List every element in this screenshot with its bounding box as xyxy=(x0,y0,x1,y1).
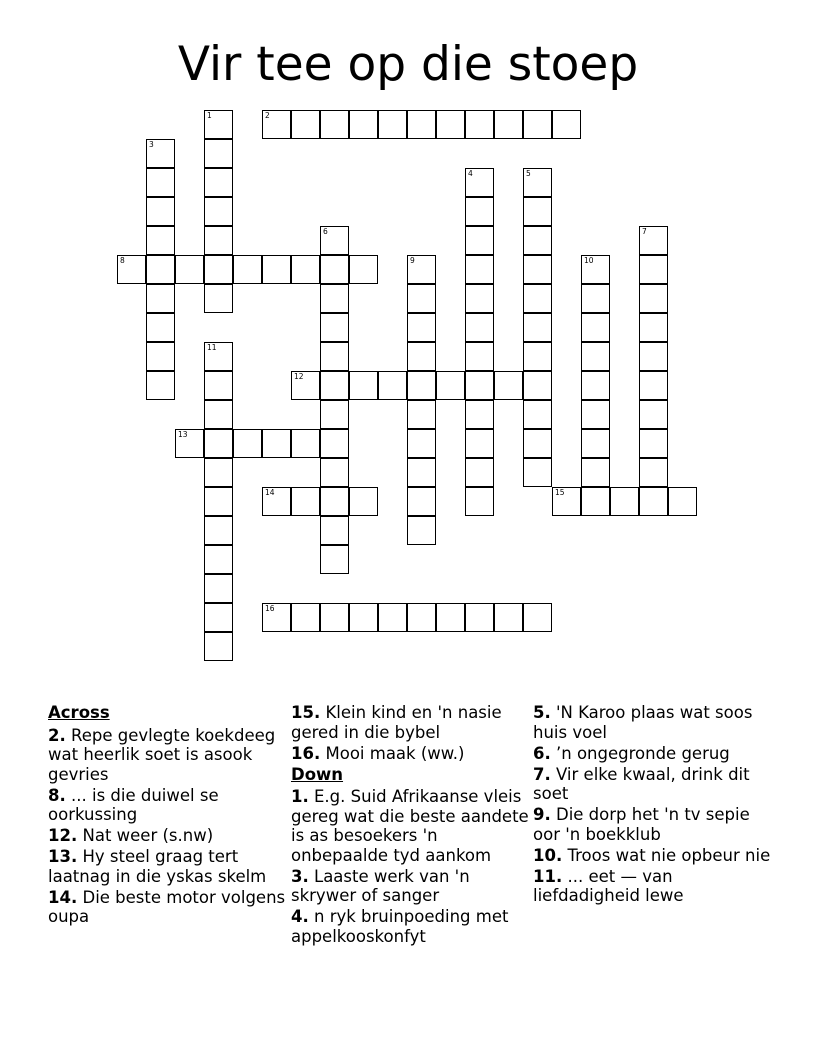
clue-number-label: 6 xyxy=(323,227,328,236)
grid-cell[interactable] xyxy=(262,255,291,284)
grid-cell[interactable] xyxy=(291,255,320,284)
clue-number-label: 7 xyxy=(642,227,647,236)
grid-cell[interactable] xyxy=(320,313,349,342)
grid-cell[interactable] xyxy=(146,313,175,342)
grid-cell[interactable] xyxy=(320,603,349,632)
grid-cell[interactable] xyxy=(291,487,320,516)
grid-cell[interactable] xyxy=(204,603,233,632)
grid-cell[interactable] xyxy=(262,603,291,632)
grid-cell[interactable] xyxy=(465,226,494,255)
grid-cell[interactable] xyxy=(204,342,233,371)
grid-cell[interactable] xyxy=(639,255,668,284)
grid-cell[interactable] xyxy=(146,226,175,255)
down-heading: Down xyxy=(291,764,344,784)
grid-cell[interactable] xyxy=(581,313,610,342)
grid-cell[interactable] xyxy=(610,487,639,516)
clue-down-5: 5. 'N Karoo plaas wat soos huis voel xyxy=(533,703,753,742)
grid-cell[interactable] xyxy=(639,429,668,458)
grid-cell[interactable] xyxy=(320,110,349,139)
grid-cell[interactable] xyxy=(407,429,436,458)
grid-cell[interactable] xyxy=(349,487,378,516)
clue-number-label: 14 xyxy=(265,488,275,497)
grid-cell[interactable] xyxy=(465,255,494,284)
clue-down-3: 3. Laaste werk van 'n skrywer of sanger xyxy=(291,866,470,905)
grid-cell[interactable] xyxy=(407,516,436,545)
clue-across-14: 14. Die beste motor volgens oupa xyxy=(48,887,286,926)
grid-cell[interactable] xyxy=(581,458,610,487)
clue-down-4: 4. n ryk bruinpoeding met appelkooskonfyt xyxy=(291,907,509,946)
across-heading: Across xyxy=(48,703,110,722)
grid-cell[interactable] xyxy=(407,603,436,632)
clue-number-label: 12 xyxy=(294,372,304,381)
grid-cell[interactable] xyxy=(523,342,552,371)
grid-cell[interactable] xyxy=(320,487,349,516)
grid-cell[interactable] xyxy=(494,110,523,139)
clue-across-13: 13. Hy steel graag tert laatnag in die yskas skelm xyxy=(48,847,267,886)
grid-cell[interactable] xyxy=(262,429,291,458)
grid-cell[interactable] xyxy=(465,400,494,429)
clue-across-8: 8. ... is die duiwel se oorkussing xyxy=(48,785,219,824)
grid-cell[interactable] xyxy=(523,400,552,429)
grid-cell[interactable] xyxy=(465,429,494,458)
clue-number-label: 9 xyxy=(410,256,415,265)
grid-cell[interactable] xyxy=(436,603,465,632)
grid-cell[interactable] xyxy=(581,371,610,400)
grid-cell[interactable] xyxy=(204,139,233,168)
grid-cell[interactable] xyxy=(436,110,465,139)
grid-cell[interactable] xyxy=(465,603,494,632)
grid-cell[interactable] xyxy=(320,284,349,313)
grid-cell[interactable] xyxy=(204,284,233,313)
grid-cell[interactable] xyxy=(639,400,668,429)
grid-cell[interactable] xyxy=(146,284,175,313)
grid-cell[interactable] xyxy=(581,284,610,313)
grid-cell[interactable] xyxy=(146,197,175,226)
grid-cell[interactable] xyxy=(465,487,494,516)
grid-cell[interactable] xyxy=(349,603,378,632)
grid-cell[interactable] xyxy=(494,371,523,400)
grid-cell[interactable] xyxy=(320,400,349,429)
clue-number-label: 13 xyxy=(178,430,188,439)
grid-cell[interactable] xyxy=(436,371,465,400)
grid-cell[interactable] xyxy=(668,487,697,516)
grid-cell[interactable] xyxy=(523,371,552,400)
grid-cell[interactable] xyxy=(407,458,436,487)
grid-cell[interactable] xyxy=(204,487,233,516)
grid-cell[interactable] xyxy=(117,255,146,284)
grid-cell[interactable] xyxy=(320,545,349,574)
clue-number-label: 15 xyxy=(555,488,565,497)
grid-cell[interactable] xyxy=(465,197,494,226)
grid-cell[interactable] xyxy=(204,574,233,603)
grid-cell[interactable] xyxy=(204,110,233,139)
grid-cell[interactable] xyxy=(233,429,262,458)
grid-cell[interactable] xyxy=(349,371,378,400)
clue-number-label: 16 xyxy=(265,604,275,613)
grid-cell[interactable] xyxy=(639,342,668,371)
grid-cell[interactable] xyxy=(146,168,175,197)
grid-cell[interactable] xyxy=(465,110,494,139)
grid-cell[interactable] xyxy=(523,429,552,458)
grid-cell[interactable] xyxy=(204,632,233,661)
grid-cell[interactable] xyxy=(581,487,610,516)
clue-down-1: 1. E.g. Suid Afrikaanse vleis gereg wat die beste aandete is as besoekers 'n onbepaalde tyd aankom xyxy=(291,787,529,865)
grid-cell[interactable] xyxy=(320,458,349,487)
grid-cell[interactable] xyxy=(146,139,175,168)
grid-cell[interactable] xyxy=(291,371,320,400)
clue-number-label: 4 xyxy=(468,169,473,178)
grid-cell[interactable] xyxy=(320,516,349,545)
clue-down-7: 7. Vir elke kwaal, drink dit soet xyxy=(533,764,750,803)
clue-number-label: 8 xyxy=(120,256,125,265)
grid-cell[interactable] xyxy=(204,226,233,255)
grid-cell[interactable] xyxy=(523,284,552,313)
grid-cell[interactable] xyxy=(465,342,494,371)
grid-cell[interactable] xyxy=(581,429,610,458)
grid-cell[interactable] xyxy=(320,255,349,284)
clue-down-6: 6. ’n ongegronde gerug xyxy=(533,743,730,763)
grid-cell[interactable] xyxy=(320,226,349,255)
grid-cell[interactable] xyxy=(204,458,233,487)
grid-cell[interactable] xyxy=(465,284,494,313)
clue-number-label: 11 xyxy=(207,343,217,352)
grid-cell[interactable] xyxy=(523,255,552,284)
grid-cell[interactable] xyxy=(581,400,610,429)
grid-cell[interactable] xyxy=(523,110,552,139)
clue-across-12: 12. Nat weer (s.nw) xyxy=(48,826,214,845)
grid-cell[interactable] xyxy=(349,110,378,139)
grid-cell[interactable] xyxy=(146,255,175,284)
grid-cell[interactable] xyxy=(639,226,668,255)
grid-cell[interactable] xyxy=(146,371,175,400)
grid-cell[interactable] xyxy=(581,255,610,284)
grid-cell[interactable] xyxy=(494,603,523,632)
grid-cell[interactable] xyxy=(233,255,262,284)
grid-cell[interactable] xyxy=(320,371,349,400)
clue-across-2: 2. Repe gevlegte koekdeeg wat heerlik soet is asook gevries xyxy=(48,725,276,784)
clue-number-label: 1 xyxy=(207,111,212,120)
clue-down-10: 10. Troos wat nie opbeur nie xyxy=(533,845,771,865)
grid-cell[interactable] xyxy=(581,342,610,371)
grid-cell[interactable] xyxy=(204,168,233,197)
grid-cell[interactable] xyxy=(523,197,552,226)
grid-cell[interactable] xyxy=(523,313,552,342)
grid-cell[interactable] xyxy=(204,545,233,574)
grid-cell[interactable] xyxy=(291,429,320,458)
grid-cell[interactable] xyxy=(407,313,436,342)
grid-cell[interactable] xyxy=(262,110,291,139)
grid-cell[interactable] xyxy=(639,313,668,342)
grid-cell[interactable] xyxy=(204,516,233,545)
grid-cell[interactable] xyxy=(204,197,233,226)
clues-column-1 xyxy=(48,703,288,928)
grid-cell[interactable] xyxy=(320,429,349,458)
grid-cell[interactable] xyxy=(204,400,233,429)
grid-cell[interactable] xyxy=(465,168,494,197)
grid-cell[interactable] xyxy=(378,110,407,139)
grid-cell[interactable] xyxy=(291,603,320,632)
grid-cell[interactable] xyxy=(523,603,552,632)
grid-cell[interactable] xyxy=(465,371,494,400)
grid-cell[interactable] xyxy=(407,371,436,400)
clue-number-label: 3 xyxy=(149,140,154,149)
clue-number-label: 2 xyxy=(265,111,270,120)
grid-cell[interactable] xyxy=(378,371,407,400)
grid-cell[interactable] xyxy=(204,371,233,400)
clue-number-label: 10 xyxy=(584,256,594,265)
clue-across-16: 16. Mooi maak (ww.) xyxy=(291,743,465,763)
clue-number-label: 5 xyxy=(526,169,531,178)
clue-across-15: 15. Klein kind en 'n nasie gered in die bybel xyxy=(291,703,502,742)
grid-cell[interactable] xyxy=(523,168,552,197)
grid-cell[interactable] xyxy=(175,429,204,458)
grid-cell[interactable] xyxy=(407,110,436,139)
grid-cell[interactable] xyxy=(552,487,581,516)
grid-cell[interactable] xyxy=(523,226,552,255)
clue-down-9: 9. Die dorp het 'n tv sepie oor 'n boekklub xyxy=(533,805,750,844)
grid-cell[interactable] xyxy=(407,400,436,429)
clues-column-2 xyxy=(291,703,529,948)
grid-cell[interactable] xyxy=(407,255,436,284)
grid-cell[interactable] xyxy=(465,458,494,487)
grid-cell[interactable] xyxy=(291,110,320,139)
grid-cell[interactable] xyxy=(175,255,204,284)
grid-cell[interactable] xyxy=(639,487,668,516)
grid-cell[interactable] xyxy=(320,342,349,371)
puzzle-title: Vir tee op die stoep xyxy=(177,37,639,92)
grid-cell[interactable] xyxy=(349,255,378,284)
grid-cell[interactable] xyxy=(639,284,668,313)
grid-cell[interactable] xyxy=(465,313,494,342)
clue-down-11: 11. ... eet — van liefdadigheid lewe xyxy=(533,866,684,905)
grid-cell[interactable] xyxy=(204,255,233,284)
grid-cell[interactable] xyxy=(262,487,291,516)
grid-cell[interactable] xyxy=(146,342,175,371)
grid-cell[interactable] xyxy=(378,603,407,632)
grid-cell[interactable] xyxy=(204,429,233,458)
grid-cell[interactable] xyxy=(523,458,552,487)
grid-cell[interactable] xyxy=(639,458,668,487)
clues-column-3 xyxy=(533,703,771,907)
grid-cell[interactable] xyxy=(639,371,668,400)
grid-cell[interactable] xyxy=(407,284,436,313)
grid-cell[interactable] xyxy=(407,342,436,371)
grid-cell[interactable] xyxy=(407,487,436,516)
grid-cell[interactable] xyxy=(552,110,581,139)
